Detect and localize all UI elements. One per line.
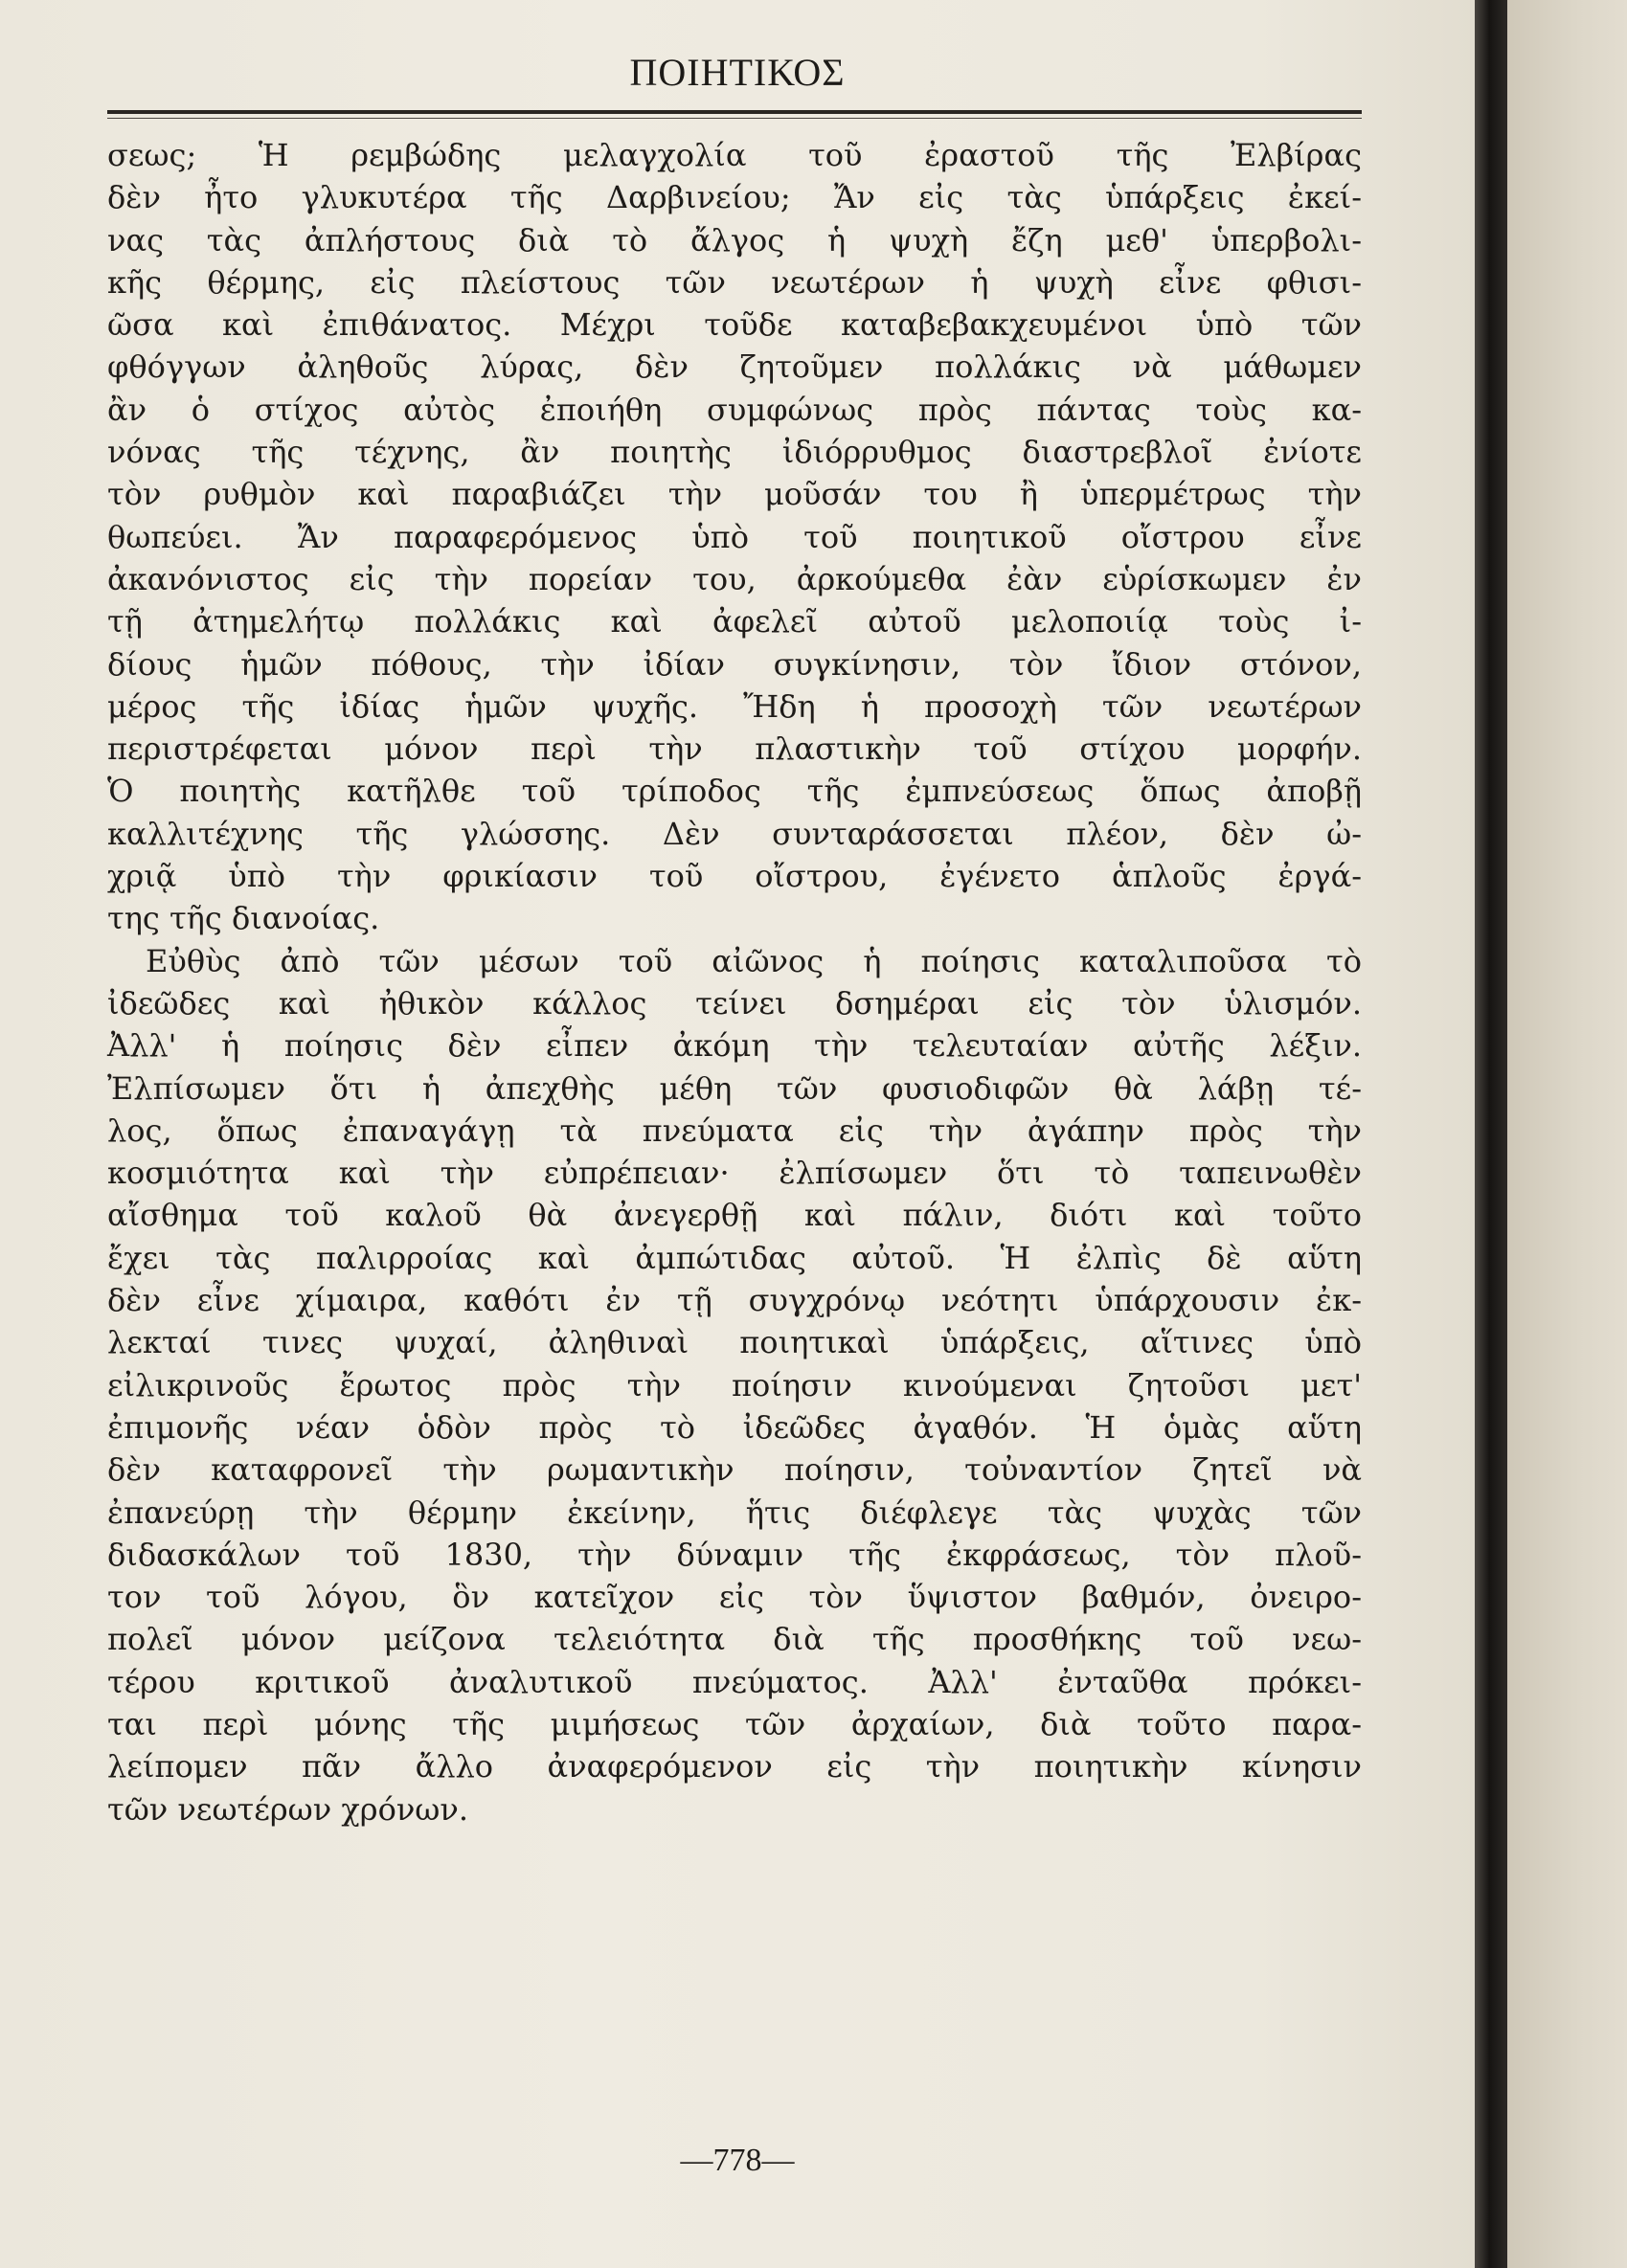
- text-line: φθόγγων ἀληθοῦς λύρας, δὲν ζητοῦμεν πολλάκις νὰ μάθωμεν: [107, 348, 1362, 386]
- text-line: ἐπανεύρῃ τὴν θέρμην ἐκείνην, ἥτις διέφλεγε τὰς ψυχὰς τῶν: [107, 1493, 1362, 1531]
- text-line: λεκταί τινες ψυχαί, ἀληθιναὶ ποιητικαὶ ὑπάρξεις, αἵτινες ὑπὸ: [107, 1324, 1362, 1361]
- text-line: δίους ἡμῶν πόθους, τὴν ἰδίαν συγκίνησιν, τὸν ἴδιον στόνον,: [107, 645, 1362, 683]
- text-line: τον τοῦ λόγου, ὃν κατεῖχον εἰς τὸν ὕψιστον βαθμόν, ὀνειρο-: [107, 1579, 1362, 1616]
- text-line: δὲν ἦτο γλυκυτέρα τῆς Δαρβινείου; Ἄν εἰς τὰς ὑπάρξεις ἐκεί-: [107, 179, 1362, 216]
- text-line: Ἐλπίσωμεν ὅτι ἡ ἀπεχθὴς μέθη τῶν φυσιοδιφῶν θὰ λάβῃ τέ-: [107, 1069, 1362, 1107]
- text-line: νόνας τῆς τέχνης, ἂν ποιητὴς ἰδιόρρυθμος διαστρεβλοῖ ἐνίοτε: [107, 434, 1362, 471]
- text-line: μέρος τῆς ἰδίας ἡμῶν ψυχῆς. Ἤδη ἡ προσοχὴ τῶν νεωτέρων: [107, 687, 1362, 725]
- text-line: θωπεύει. Ἄν παραφερόμενος ὑπὸ τοῦ ποιητικοῦ οἴστρου εἶνε: [107, 518, 1362, 555]
- text-line: διδασκάλων τοῦ 1830, τὴν δύναμιν τῆς ἐκφράσεως, τὸν πλοῦ-: [107, 1536, 1362, 1573]
- text-line: Ὁ ποιητὴς κατῆλθε τοῦ τρίποδος τῆς ἐμπνεύσεως ὅπως ἀποβῇ: [107, 773, 1362, 810]
- text-line: ῶσα καὶ ἐπιθάνατος. Μέχρι τοῦδε καταβεβακχευμένοι ὑπὸ τῶν: [107, 306, 1362, 344]
- book-gutter: [1475, 0, 1507, 2268]
- text-line: ται περὶ μόνης τῆς μιμήσεως τῶν ἀρχαίων, διὰ τοῦτο παρα-: [107, 1705, 1362, 1742]
- text-line: σεως; Ἡ ρεμβώδης μελαγχολία τοῦ ἐραστοῦ τῆς Ἐλβίρας: [107, 137, 1362, 173]
- text-line: περιστρέφεται μόνον περὶ τὴν πλαστικὴν τοῦ στίχου μορφήν.: [107, 730, 1362, 768]
- text-line: κῆς θέρμης, εἰς πλείστους τῶν νεωτέρων ἡ ψυχὴ εἶνε φθισι-: [107, 263, 1362, 301]
- text-line: καλλιτέχνης τῆς γλώσσης. Δὲν συνταράσσεται πλέον, δὲν ὠ-: [107, 815, 1362, 852]
- text-line: ἀκανόνιστος εἰς τὴν πορείαν του, ἀρκούμεθα ἐὰν εὑρίσκωμεν ἐν: [107, 560, 1362, 597]
- text-line: αἴσθημα τοῦ καλοῦ θὰ ἀνεγερθῇ καὶ πάλιν, διότι καὶ τοῦτο: [107, 1197, 1362, 1234]
- text-line: χριᾷ ὑπὸ τὴν φρικίασιν τοῦ οἴστρου, ἐγένετο ἁπλοῦς ἐργά-: [107, 858, 1362, 895]
- paragraph-end-line: τῶν νεωτέρων χρόνων.: [107, 1790, 468, 1828]
- body-text: [107, 134, 1362, 1830]
- text-line: τῇ ἀτημελήτῳ πολλάκις καὶ ἀφελεῖ αὐτοῦ μελοποιίᾳ τοὺς ἰ-: [107, 603, 1362, 640]
- text-line: λείπομεν πᾶν ἄλλο ἀναφερόμενον εἰς τὴν ποιητικὴν κίνησιν: [107, 1748, 1362, 1785]
- header-rule: [107, 110, 1362, 114]
- text-line: λος, ὅπως ἐπαναγάγῃ τὰ πνεύματα εἰς τὴν ἀγάπην πρὸς τὴν: [107, 1112, 1362, 1149]
- text-line: τὸν ρυθμὸν καὶ παραβιάζει τὴν μοῦσάν του ἢ ὑπερμέτρως τὴν: [107, 476, 1362, 513]
- text-line: Ἀλλ' ἡ ποίησις δὲν εἶπεν ἀκόμη τὴν τελευταίαν αὐτῆς λέξιν.: [107, 1027, 1362, 1065]
- facing-page-edge: [1507, 0, 1627, 2268]
- running-head: ΠΟΙΗΤΙΚΟΣ: [629, 51, 846, 94]
- text-line: κοσμιότητα καὶ τὴν εὐπρέπειαν· ἐλπίσωμεν ὅτι τὸ ταπεινωθὲν: [107, 1155, 1362, 1192]
- text-line: τέρου κριτικοῦ ἀναλυτικοῦ πνεύματος. Ἀλλ' ἐνταῦθα πρόκει-: [107, 1663, 1362, 1700]
- text-line: ἂν ὁ στίχος αὐτὸς ἐποιήθη συμφώνως πρὸς πάντας τοὺς κα-: [107, 391, 1362, 428]
- page-number: —778—: [680, 2143, 795, 2178]
- text-line: ἰδεῶδες καὶ ἠθικὸν κάλλος τείνει δσημέραι εἰς τὸν ὑλισμόν.: [107, 984, 1362, 1022]
- paragraph-start-line: Εὐθὺς ἀπὸ τῶν μέσων τοῦ αἰῶνος ἡ ποίησις καταλιποῦσα τὸ: [146, 942, 1362, 979]
- header-rule-thin: [107, 118, 1362, 119]
- text-line: δὲν εἶνε χίμαιρα, καθότι ἐν τῇ συγχρόνῳ νεότητι ὑπάρχουσιν ἐκ-: [107, 1282, 1362, 1319]
- text-line: ἐπιμονῆς νέαν ὁδὸν πρὸς τὸ ἰδεῶδες ἀγαθόν. Ἡ ὁμὰς αὕτη: [107, 1408, 1362, 1446]
- text-line: εἰλικρινοῦς ἔρωτος πρὸς τὴν ποίησιν κινούμεναι ζητοῦσι μετ': [107, 1366, 1362, 1403]
- text-line: πολεῖ μόνον μείζονα τελειότητα διὰ τῆς προσθήκης τοῦ νεω-: [107, 1621, 1362, 1658]
- paragraph-end-line: της τῆς διανοίας.: [107, 900, 380, 937]
- text-line: δὲν καταφρονεῖ τὴν ρωμαντικὴν ποίησιν, τοὐναντίον ζητεῖ νὰ: [107, 1451, 1362, 1489]
- text-line: νας τὰς ἀπλήστους διὰ τὸ ἄλγος ἡ ψυχὴ ἔζη μεθ' ὑπερβολι-: [107, 221, 1362, 258]
- text-line: ἔχει τὰς παλιρροίας καὶ ἀμπώτιδας αὐτοῦ. Ἡ ἐλπὶς δὲ αὕτη: [107, 1239, 1362, 1276]
